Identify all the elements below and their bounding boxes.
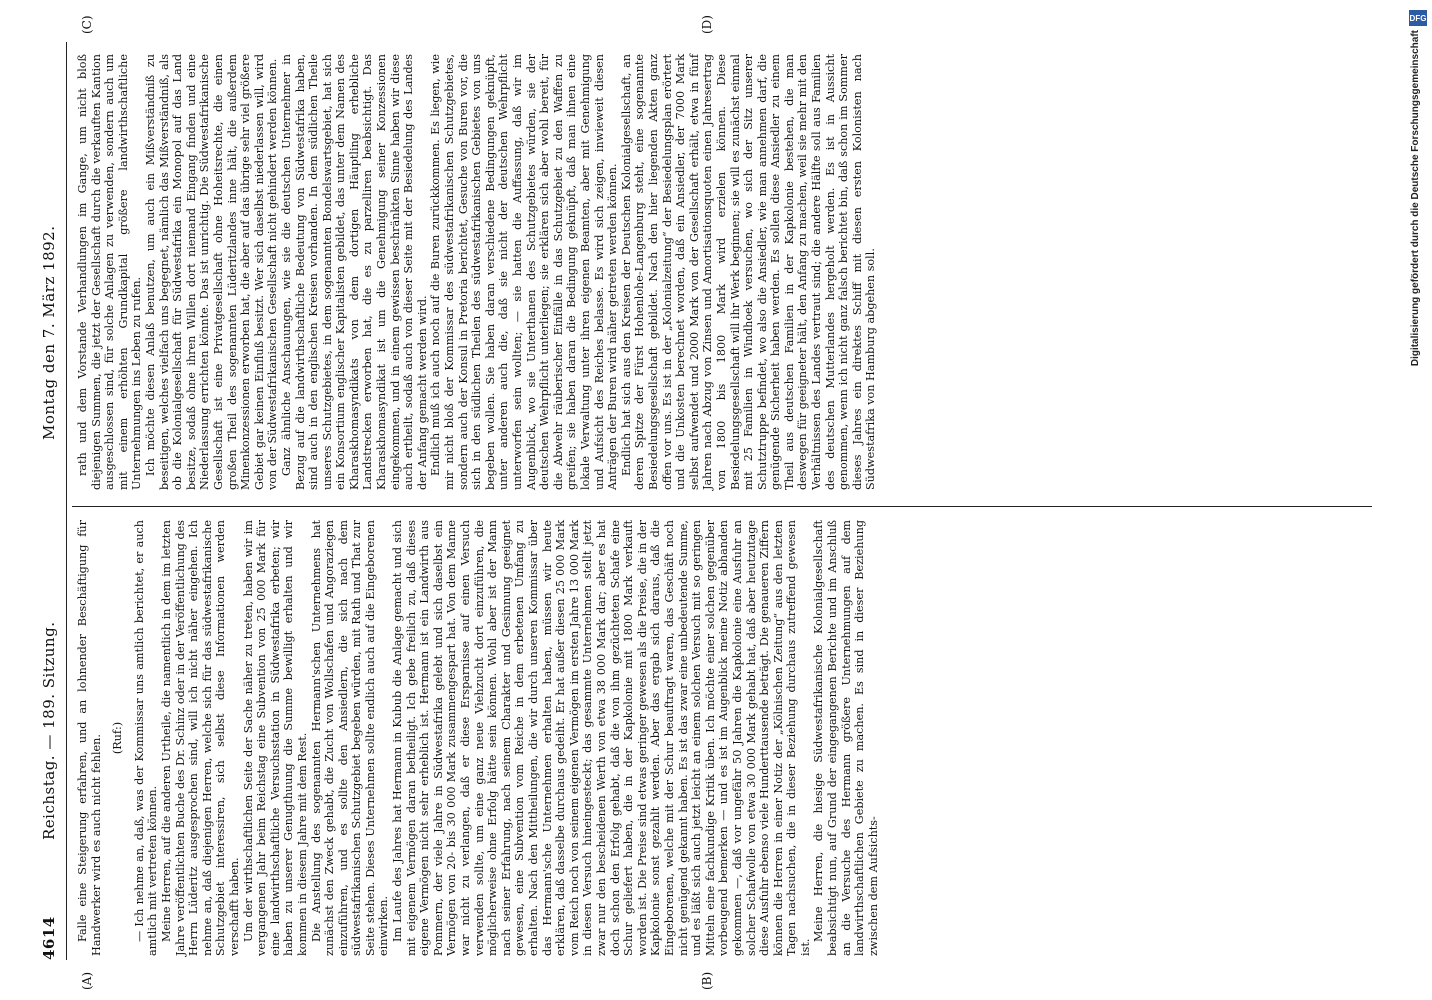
session-date: Montag den 7. März 1892. xyxy=(40,225,58,440)
margin-mark-b: (B) xyxy=(700,971,714,990)
dfg-side-note xyxy=(1408,10,1428,450)
paragraph: rath und dem Vorstande Verhandlungen im Gange, um nicht bloß diejenigen Summen, die jetzt der Gesellschaft durch die verkauften Kantion ausgeschlossen sind, für solche Anlagen zu verwenden, sondern auch um mit einem erhöhten Grundkapital größere landwirthschaftliche Unternehmungen ins Leben zu rufen. xyxy=(76,54,144,490)
margin-mark-a: (A) xyxy=(80,971,94,990)
margin-mark-d: (D) xyxy=(700,15,714,34)
session-title: Reichstag. — 189. Sitzung. xyxy=(40,621,58,840)
paragraph: Die Anstellung des sogenannten Hermann'schen Unternehmens hat zunächst den Zweck gehabt, die Zucht von Wollschafen und Angoraziegen einzuführen, und es sollte den Ansiedlern, die sich nach dem südwestafrikanischen Schutzgebiet begeben würden, mit Rath und That zur Seite stehen. Dieses Unternehmen sollte endlich auch auf die Eingeborenen einwirken. xyxy=(309,520,391,956)
paragraph: Um der wirthschaftlichen Seite der Sache näher zu treten, haben wir im vergangenen Jahr beim Reichstag eine Subvention von 25 000 Mark für eine landwirthschaftliche Versuchsstation in Südwestafrika erbeten; wir haben zu unserer Genugthuung die Summe bewilligt erhalten und wir kommen in diesem Jahre mit dem Rest. xyxy=(241,520,309,956)
margin-mark-c: (C) xyxy=(80,15,94,34)
paragraph: Im Laufe des Jahres hat Hermann in Kubub die Anlage gemacht und sich mit eigenem Vermögen daran betheiligt. Ich gebe freilich zu, daß dieses eigene Vermögen nicht sehr erheblich ist. Hermann ist ein Landwirth aus Pommern, der viele Jahre in Südwestafrika gelebt und sich daselbst ein Vermögen von 20- bis 30 000 Mark zusammengespart hat. Von dem Manne war nicht zu verlangen, daß er diese Ersparnisse auf einen Versuch verwenden sollte, um eine ganz neue Viehzucht dort einzuführen, die möglicherweise ohne Erfolg hätte sein können. Wohl aber ist der Mann nach seiner Erfahrung, nach seinem Charakter und Gesinnung geeignet gewesen, eine Subvention vom Reiche in dem erbetenen Umfang zu erhalten. Nach den Mittheilungen, die wir durch unseren Kommissar über das Hermann'sche Unternehmen erhalten haben, müssen wir heute erklären, daß dasselbe durchaus gedeiht. Er hat außer diesen 25 000 Mark vom Reich noch von seinem eigenen Vermögen im ersten Jahre 13 000 Mark in diesen Versuch hineingesteckt; das gesammte Unternehmen stellt jetzt zwar nur den bescheidenen Werth von etwa 38 000 Mark dar; aber es hat doch schon den Erfolg gehabt, daß die von ihm gezüchteten Schafe eine Schur geliefert haben, die in der Kapkolonie mit 1800 Mark verkauft worden ist. Die Preise sind etwas geringer gewesen als die Preise, die in der Kapkolonie sonst gezahlt werden. Aber das ergab sich daraus, daß die Eingeborenen, welche mit der Schur beauftragt waren, das Geschäft noch nicht genügend gekannt haben. Es ist das zwar eine unbedeutende Summe, und es läßt sich auch jetzt leicht an einem solchen Versuch mit so geringen Mitteln eine fachkundige Kritik üben. Ich möchte einer solchen gegenüber vorbeugend bemerken — und es ist im Augenblick meine Notiz abhanden gekommen —, daß vor ungefähr 50 Jahren die Kapkolonie eine Ausfuhr an solcher Schafwolle von etwa 30 000 Mark gehabt hat, daß aber heutzutage diese Ausfuhr ebenso viele Hunderttausende beträgt. Die genaueren Ziffern können die Herren in einer Notiz der „Kölnischen Zeitung“ aus den letzten Tagen nachsuchen, die in dieser Beziehung durchaus zutreffend gewesen ist. xyxy=(391,520,812,956)
paragraph: — Ich nehme an, daß, was der Kommissar uns amtlich berichtet, er auch amtlich mit vertreten können. xyxy=(132,520,160,956)
paragraph: Endlich muß ich auch noch auf die Buren zurückkommen. Es liegen, wie mir nicht bloß der Kommissar des südwestafrikanischen Schutzgebietes, sondern auch der Konsul in Pretoria berichtet, Gesuche von Buren vor, die sich in den südlichen Theilen des südwestafrikanischen Gebietes von uns begeben wollen. Sie haben daran verschiedene Bedingungen geknüpft, unter anderen auch die, daß sie nicht der deutschen Wehrpflicht unterworfen sein wollten; — sie hatten die Auffassung, daß wir im Augenblick, wo sie Unterthanen des Schutzgebietes würden, sie der deutschen Wehrpflicht unterliegen; sie erklären sich aber wohl bereit, für die Abwehr räuberischer Einfälle in das Schutzgebiet zu den Waffen zu greifen; sie haben daran die Bedingung geknüpft, daß man ihnen eine lokale Verwaltung unter ihren eigenen Beamten, aber mit Genehmigung und Aufsicht des Reiches belasse. Es wird sich zeigen, inwieweit diesen Anträgen der Buren wird näher getreten werden können. xyxy=(429,54,620,490)
page-header xyxy=(40,42,62,960)
paragraph: Meine Herren, die hiesige Südwestafrikanische Kolonialgesellschaft beabsichtigt nun, auf Grund der eingegangenen Berichte und im Anschluß an die Versuche des Hermann größere Unternehmungen auf dem landwirthschaftlichen Gebiete zu machen. Es sind in dieser Beziehung zwischen dem Aufsichts- xyxy=(812,520,880,956)
page-number: 4614 xyxy=(40,916,58,960)
paragraph: Ich möchte diesen Anlaß benutzen, um auch ein Mißverständniß zu beseitigen, welches vielfach uns begegnet, nämlich das Mißverständniß, als ob die Kolonialgesellschaft für Südwestafrika ein Monopol auf das Land besitze, sodaß ohne ihren Willen dort niemand Eingang finden und eine Niederlassung errichten könnte. Das ist unrichtig. Die Südwestafrikanische Gesellschaft ist eine Privatgesellschaft ohne Hoheitsrechte, die einen großen Theil des sogenannten Lüderitzlandes inne hält, die außerdem Minenkonzessionen erworben hat, die aber auf das übrige sehr viel größere Gebiet gar keinen Einfluß besitzt. Wer sich daselbst niederlassen will, wird von der Südwestafrikanischen Gesellschaft nicht gehindert werden können. xyxy=(143,54,280,490)
paragraph: Falle eine Steigerung erfahren, und an lohnender Beschäftigung für Handwerker wird es auch nicht fehlen. xyxy=(76,520,103,956)
left-column xyxy=(76,520,1276,956)
paragraph: Ganz ähnliche Anschauungen, wie sie die deutschen Unternehmer in Bezug auf die landwirthschaftliche Bedeutung von Südwestafrika haben, sind auch in den englischen Kreisen vorhanden. In dem südlichen Theile unseres Schutzgebietes, in dem sogenannten Bondelswartsgebiet, hat sich ein Konsortium englischer Kapitalisten gebildet, das unter dem Namen des Kharaskhomasyndikats von dem dortigen Häuptling erhebliche Landstrecken erworben hat, die es zu parzelliren beabsichtigt. Das Kharaskhomasyndikat ist um die Genehmigung seiner Konzessionen eingekommen, und in einem gewissen beschränkten Sinne haben wir diese auch ertheilt, sodaß auch von dieser Seite mit der Besiedelung des Landes der Anfang gemacht werden wird. xyxy=(279,54,429,490)
paragraph: Endlich hat sich aus den Kreisen der Deutschen Kolonialgesellschaft, an deren Spitze der Fürst Hohenlohe-Langenburg steht, eine sogenannte Besiedelungsgesellschaft gebildet. Nach den hier liegenden Akten ganz offen vor uns. Es ist in der „Kolonialzeitung“ der Besiedelungsplan erörtert und die Unkosten berechnet worden, daß ein Ansiedler, der 7000 Mark selbst aufwendet und 2000 Mark von der Gesellschaft erhält, etwa in fünf Jahren nach Abzug von Zinsen und Amortisationsquoten einen Jahresertrag von 1800 bis 1800 Mark wird erzielen können. Diese Besiedelungsgesellschaft will ihr Werk beginnen; sie will es zunächst einmal mit 25 Familien in Windhoek versuchen, wo sich der Sitz unserer Schutztruppe befindet, wo also die Ansiedler, wie man annehmen darf, die genügende Sicherheit haben werden. Es sollen diese Ansiedler zu einem Theil aus deutschen Familien in der Kapkolonie bestehen, die man deswegen für geeigneter hält, den Anfang zu machen, weil sie mehr mit den Verhältnissen des Landes vertraut sind; die andere Hälfte soll aus Familien des deutschen Mutterlandes hergeholt werden. Es ist in Aussicht genommen, wenn ich nicht ganz falsch berichtet bin, daß schon im Sommer dieses Jahres ein direktes Schiff mit diesen ersten Kolonisten nach Südwestafrika von Hamburg abgehen soll. xyxy=(619,54,878,490)
interjection: (Ruf:) xyxy=(111,721,125,755)
column-divider xyxy=(72,506,1372,507)
right-column xyxy=(76,54,1336,490)
header-rule xyxy=(66,42,67,960)
dfg-logo: DFG xyxy=(1409,10,1427,26)
dfg-credit-text: Digitalisierung gefördert durch die Deutsche Forschungsgemeinschaft xyxy=(1410,30,1421,367)
paragraph: Meine Herren, auf die anderen Urtheile, die namentlich in dem im letzten Jahre veröffentlichten Buche des Dr. Schinz oder in der Veröffentlichung des Herrn Lüderitz ausgesprochen sind, will ich nicht näher eingehen. Ich nehme an, daß diejenigen Herren, welche sich für das südwestafrikanische Schutzgebiet interessiren, sich selbst diese Informationen werden verschafft haben. xyxy=(159,520,241,956)
